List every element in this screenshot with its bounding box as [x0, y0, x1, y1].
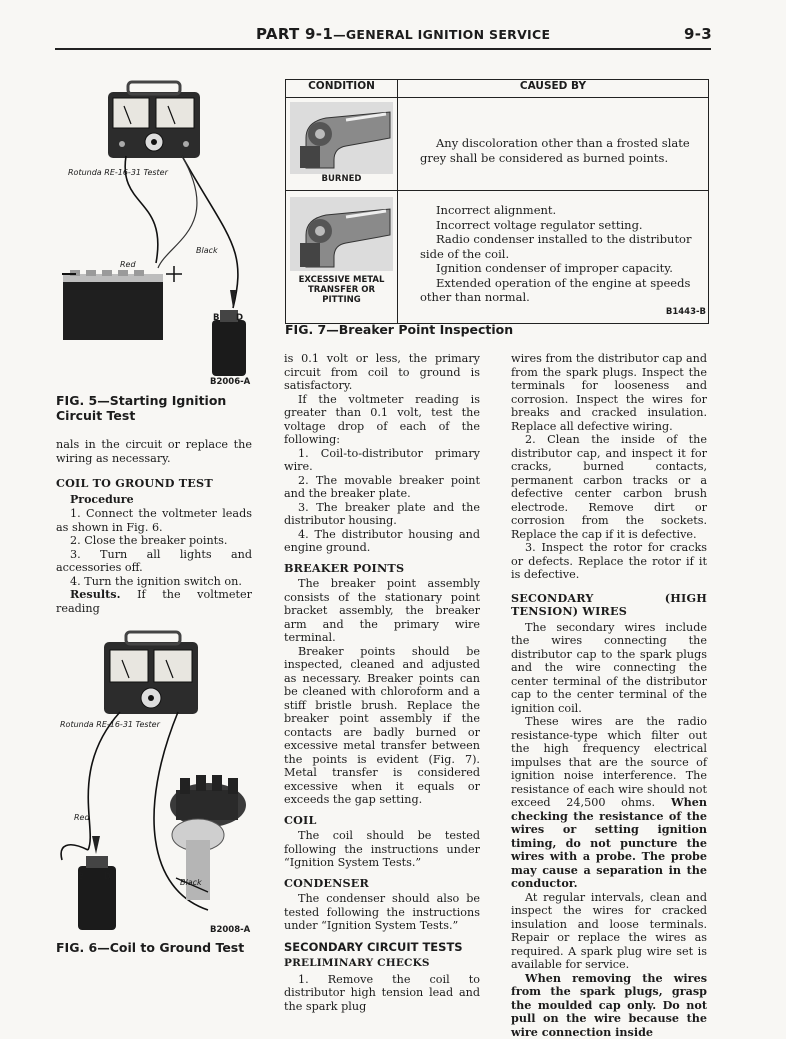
col2-condenser: The condenser should also be tested following the instructions under “Ignition System Tests.” [284, 892, 480, 933]
fig7-row2-label: EXCESSIVE METAL TRANSFER OR PITTING [286, 273, 397, 308]
fig6-code: B2008-A [210, 925, 250, 935]
fig6-d-label: D [104, 872, 111, 882]
fig6-black-label: Black [180, 878, 202, 887]
fig7-row2-line-4: Ignition condenser of improper capacity. [420, 261, 700, 276]
col2-list-3: 3. The breaker plate and the distributor housing. [284, 501, 480, 528]
fig6-caption: FIG. 6—Coil to Ground Test [56, 940, 256, 955]
header-part: PART 9-1 [256, 25, 333, 43]
fig7-row1-text: Any discoloration other than a frosted slate grey shall be considered as burned points. [420, 136, 700, 165]
col1-results [56, 588, 252, 615]
fig5-black-label: Black [196, 246, 218, 255]
col3-paragraph-3: 3. Inspect the rotor for cracks or defects. Replace the rotor if it is defective. [511, 541, 707, 582]
col2-heading-condenser: CONDENSER [284, 877, 480, 891]
fig6-b-label: B [78, 872, 84, 882]
col2-coil: The coil should be tested following the instructions under “Ignition System Tests.” [284, 829, 480, 870]
col1-results-text: If the voltmeter reading [56, 588, 252, 615]
col1-paragraph-cont: nals in the circuit or replace the wiring as necessary. [56, 438, 252, 465]
fig7-row2-line-3: Radio condenser installed to the distributor side of the coil. [420, 232, 700, 261]
col3-paragraph-6: At regular intervals, clean and inspect the wires for cracked insulation and loose terminals. Repair or replace the wires as required. A spark plug wire set is available for service. [511, 891, 707, 972]
col3-paragraph-4: The secondary wires include the wires connecting the distributor cap to the spark plugs and the wire connecting the center terminal of the distributor cap to the center terminal of the ignition coil. [511, 621, 707, 716]
col1-step-2: 2. Close the breaker points. [56, 534, 252, 548]
col2-list-2: 2. The movable breaker point and the breaker plate. [284, 474, 480, 501]
fig5-red-label: Red [120, 260, 136, 269]
fig6-red-label: Red [74, 813, 90, 822]
fig7-row2-line-1: Incorrect alignment. [420, 203, 700, 218]
fig5-d-label: D [236, 313, 243, 323]
fig7-code: B1443-B [420, 305, 706, 320]
col2-breaker-2: Breaker points should be inspected, cleaned and adjusted as necessary. Breaker points can be cleaned with chloroform and a stiff bristle brush. Replace the breaker point assembly if the contacts are badly burned or excessive metal transfer between the points is evident (Fig. 7). Metal transfer is considered excessive when it equals or exceeds the gap setting. [284, 645, 480, 807]
fig7-condition-table [285, 79, 709, 324]
col2-paragraph-2: If the voltmeter reading is greater than 0.1 volt, test the voltage drop of each of the following: [284, 393, 480, 447]
col2-list-1: 1. Coil-to-distributor primary wire. [284, 447, 480, 474]
col2-list-4: 4. The distributor housing and engine ground. [284, 528, 480, 555]
fig7-row2-line-5: Extended operation of the engine at speeds other than normal. [420, 276, 700, 305]
col2-heading-secondary: SECONDARY CIRCUIT TESTS [284, 941, 480, 955]
fig5-b-label: B [213, 313, 219, 323]
col3-p5-text: These wires are the radio resistance-type which filter out the high frequency electrical impulses that are the source of ignition noise interference. The resistance of each wire should not exceed 24,500 ohms. [511, 715, 707, 809]
column-3 [511, 352, 707, 1039]
col3-p5-bold: When checking the resistance of the wires or setting ignition timing, do not puncture the wires with a probe. The probe may cause a separation in the conductor. [511, 795, 707, 890]
column-1 [56, 438, 252, 615]
col1-heading-procedure: Procedure [70, 493, 252, 507]
fig7-row1-label: BURNED [286, 174, 397, 187]
col3-paragraph-5 [511, 715, 707, 891]
col1-heading-coil-ground: COIL TO GROUND TEST [56, 477, 252, 491]
col2-paragraph-1: is 0.1 volt or less, the primary circuit from coil to ground is satisfactory. [284, 352, 480, 393]
col1-step-1: 1. Connect the voltmeter leads as shown in Fig. 6. [56, 507, 252, 534]
header-title: —GENERAL IGNITION SERVICE [333, 27, 550, 42]
fig7-col-caused-by: CAUSED BY [398, 80, 709, 98]
col3-heading-secondary-wires: SECONDARY (HIGH TENSION) WIRES [511, 592, 707, 619]
col2-heading-breaker: BREAKER POINTS [284, 562, 480, 576]
fig7-row1-text-cell [398, 98, 709, 191]
burned-points-image [286, 98, 397, 176]
fig7-caption: FIG. 7—Breaker Point Inspection [285, 322, 513, 337]
fig7-row2-image-cell [286, 191, 398, 324]
col2-prelim: 1. Remove the coil to distributor high tension lead and the spark plug [284, 973, 480, 1014]
fig6-tester-label: Rotunda RE-16-31 Tester [60, 720, 160, 729]
pitted-points-image [286, 191, 397, 273]
fig5-tester-label: Rotunda RE-16-31 Tester [68, 168, 168, 177]
fig7-row1-image-cell [286, 98, 398, 191]
col1-step-4: 4. Turn the ignition switch on. [56, 575, 252, 589]
col2-heading-prelim: PRELIMINARY CHECKS [284, 957, 480, 971]
header-rule [55, 48, 711, 50]
page-number: 9-3 [684, 25, 712, 43]
col1-results-label: Results. [70, 587, 120, 601]
page-header-title [256, 25, 550, 43]
col1-step-3: 3. Turn all lights and accessories off. [56, 548, 252, 575]
fig5-code: B2006-A [210, 377, 250, 387]
col3-paragraph-1: wires from the distributor cap and from the spark plugs. Inspect the terminals for looseness and corrosion. Inspect the wires for breaks and cracked insulation. Replace all defective wiring. [511, 352, 707, 433]
fig5-caption: FIG. 5—Starting Ignition Circuit Test [56, 393, 256, 423]
column-2 [284, 352, 480, 1013]
col3-paragraph-7: When removing the wires from the spark plugs, grasp the moulded cap only. Do not pull on the wire because the wire connection inside [511, 972, 707, 1039]
fig7-row2-text-cell [398, 191, 709, 324]
fig7-row2-line-2: Incorrect voltage regulator setting. [420, 218, 700, 233]
fig7-col-condition: CONDITION [286, 80, 398, 98]
fig5-illustration [58, 78, 263, 378]
col2-breaker-1: The breaker point assembly consists of the stationary point bracket assembly, the breaker arm and the primary wire terminal. [284, 577, 480, 645]
col3-paragraph-2: 2. Clean the inside of the distributor cap, and inspect it for cracks, burned contacts, permanent carbon tracks or a defective center carbon brush electrode. Remove dirt or corrosion from the sockets. Replace the cap if it is defective. [511, 433, 707, 541]
col2-heading-coil: COIL [284, 814, 480, 828]
fig6-illustration [58, 630, 263, 935]
